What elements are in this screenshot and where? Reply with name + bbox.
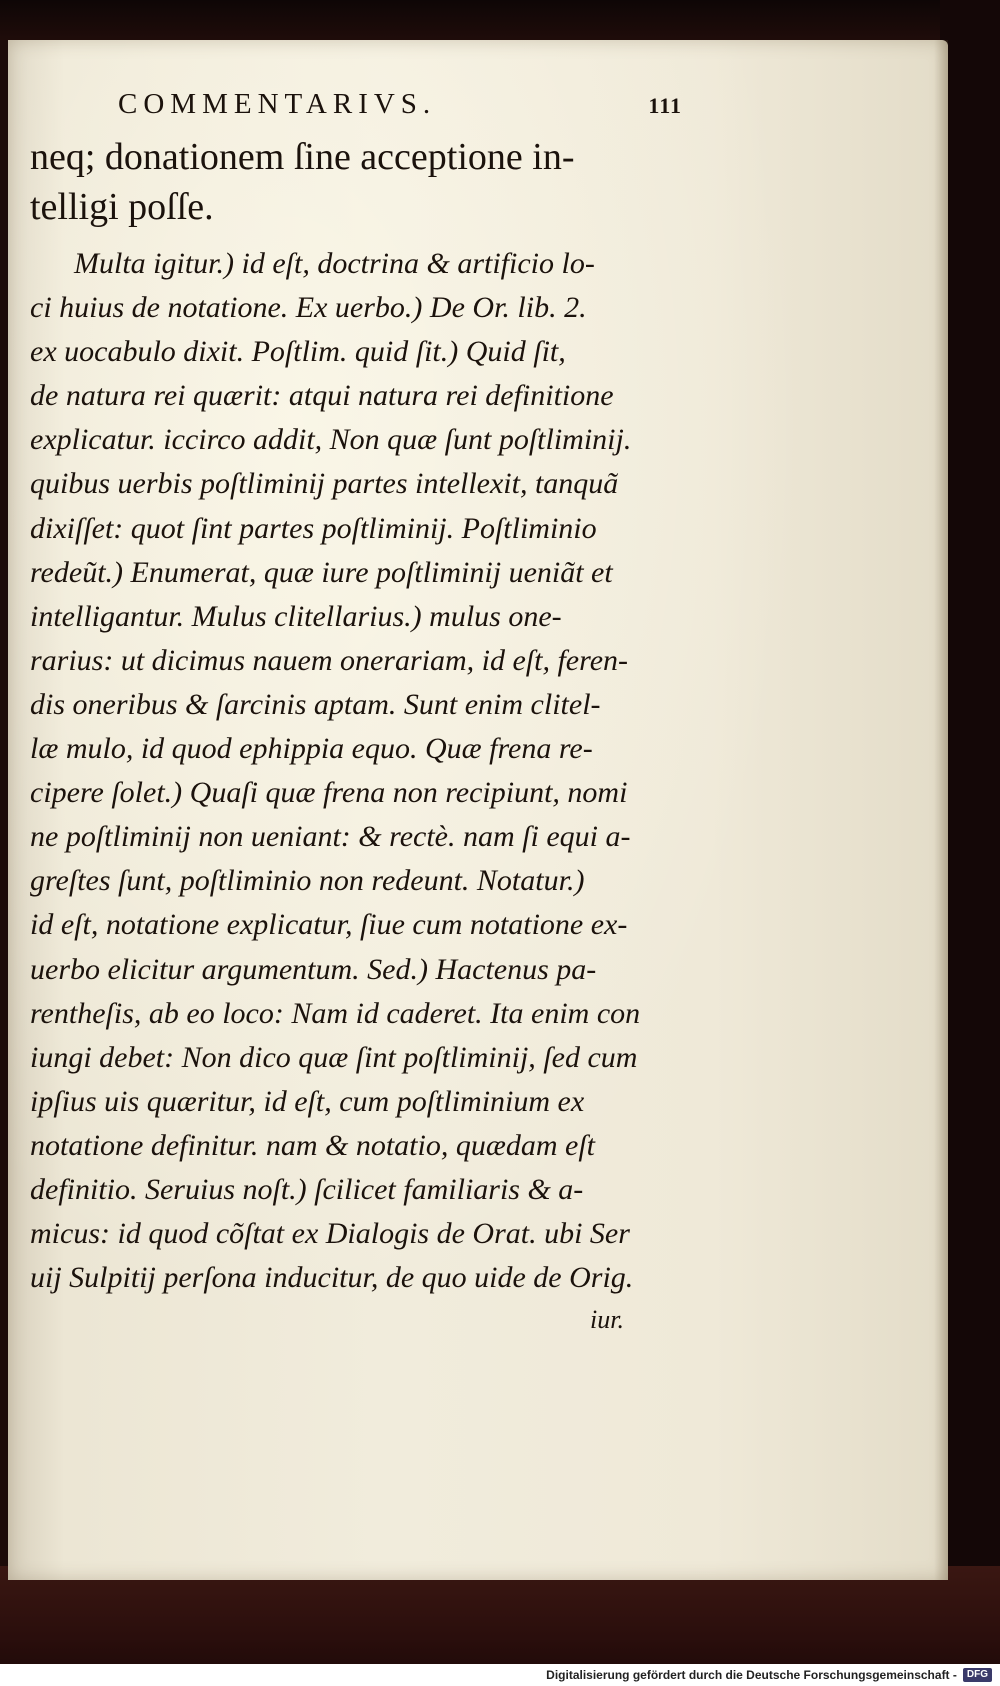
commentary-line: iungi debet: Non dico quæ ſint poſtliminij, ſed cum [30,1040,638,1074]
commentary-line: id eſt, notatione explicatur, ſiue cum notatione ex- [30,908,628,942]
commentary-line: dixiſſet: quot ſint partes poſtliminij. Poſtliminio [30,511,597,545]
commentary-line: cipere ſolet.) Quaſi quæ frena non recipiunt, nomi [30,776,628,810]
commentary-line: ne poſtliminij non ueniant: & rectè. nam ſi equi a- [30,820,631,854]
running-title: COMMENTARIVS. [118,88,437,120]
main-text-line: telligi poſſe. [30,186,214,228]
digitization-credit [0,1664,1000,1686]
commentary-line: rentheſis, ab eo loco: Nam id caderet. Ita enim con [30,996,641,1030]
commentary-line: intelligantur. Mulus clitellarius.) mulus one- [30,599,562,633]
dfg-logo-icon: DFG [963,1668,992,1682]
commentary-line: greſtes ſunt, poſtliminio non redeunt. Notatur.) [30,864,585,898]
folio-number: 111 [648,93,682,118]
commentary-line: micus: id quod cõſtat ex Dialogis de Orat. ubi Ser [30,1217,630,1251]
commentary-line: uerbo elicitur argumentum. Sed.) Hactenus pa- [30,952,597,986]
commentary-line: redeũt.) Enumerat, quæ iure poſtliminij ueniãt et [30,555,613,589]
running-head [30,88,690,132]
commentary-line: explicatur. iccirco addit, Non quæ ſunt poſtliminij. [30,423,632,457]
commentary-line: quibus uerbis poſtliminij partes intellexit, tanquã [30,467,619,501]
main-text [30,132,690,232]
commentary-line: læ mulo, id quod ephippia equo. Quæ frena re- [30,732,593,766]
book-page [8,40,948,1580]
commentary-line: ex uocabulo dixit. Poſtlim. quid ſit.) Quid ſit, [30,335,566,369]
main-text-line: neq; donationem ſine acceptione in- [30,136,575,178]
page-edge-shadow [934,40,948,1580]
commentary-text [30,242,690,1300]
commentary-line: ci huius de notatione. Ex uerbo.) De Or. lib. 2. [30,291,587,325]
commentary-line: uij Sulpitij perſona inducitur, de quo uide de Orig. [30,1261,634,1295]
digitization-note: Digitalisierung gefördert durch die Deutsche Forschungsgemeinschaft - [546,1668,957,1682]
commentary-line: rarius: ut dicimus nauem onerariam, id eſt, feren- [30,643,628,677]
text-block [30,88,690,1340]
commentary-line: definitio. Seruius noſt.) ſcilicet familiaris & a- [30,1172,584,1206]
commentary-line: dis oneribus & ſarcinis aptam. Sunt enim clitel- [30,687,601,721]
commentary-line: de natura rei quærit: atqui natura rei definitione [30,379,614,413]
scan-background-right [940,0,1000,1686]
commentary-line: Multa igitur.) id eſt, doctrina & artificio lo- [74,247,595,280]
commentary-line: notatione definitur. nam & notatio, quædam eſt [30,1128,595,1162]
scan-background-top [0,0,1000,40]
commentary-line: ipſius uis quæritur, id eſt, cum poſtliminium ex [30,1084,585,1118]
catchword: iur. [590,1305,624,1335]
